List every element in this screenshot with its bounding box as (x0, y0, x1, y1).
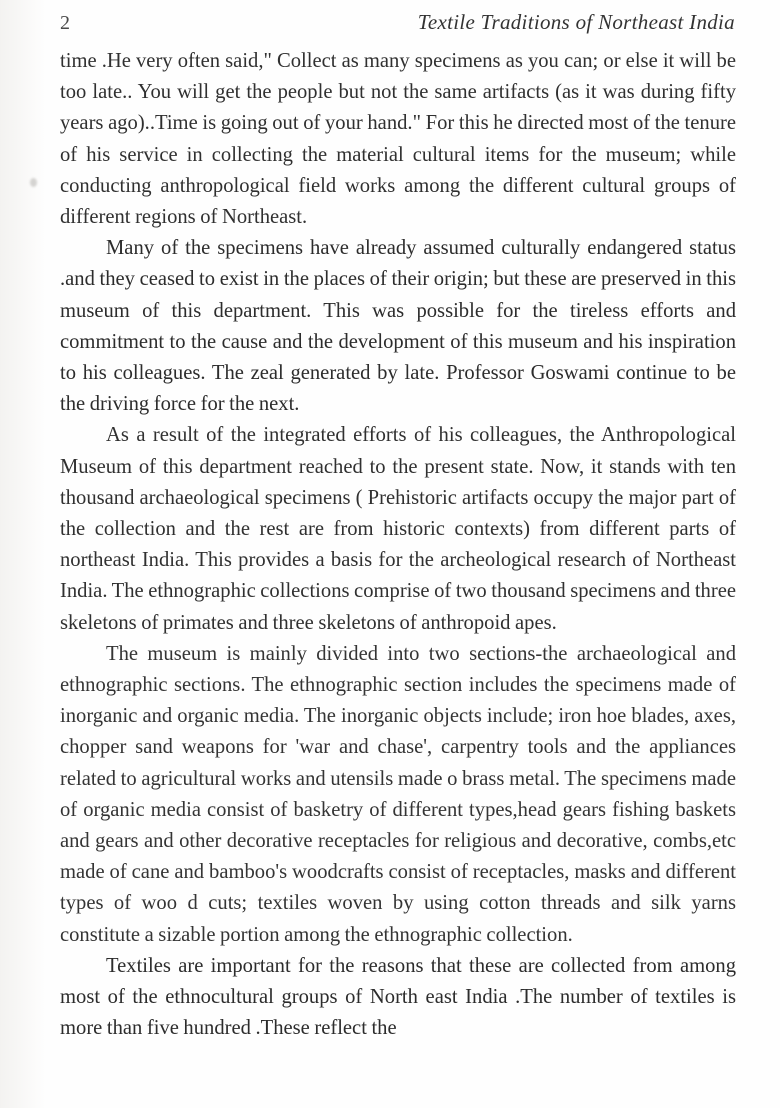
paragraph-endangered-specimens: Many of the specimens have already assumed culturally endangered status .and they ceased to exist in the places of their origin; but these are preserved in this museum of this department. This was possible for the tireless efforts and commitment to the cause and the development of this museum and his inspiration to his colleagues. The zeal generated by late. Professor Goswami continue to be the driving force for the next. (60, 237, 736, 416)
scan-gutter-shading (0, 0, 46, 1108)
paragraph-museum-sections: The museum is mainly divided into two sections-the archaeological and ethnographic sections. The ethnographic section includes the specimens made of inorganic and organic media. The inorganic objects include; iron hoe blades, axes, chopper sand weapons for 'war and chase', carpentry tools and the appliances related to agricultural works and utensils made o brass metal. The specimens made of organic media consist of basketry of different types,head gears fishing baskets and gears and other decorative receptacles for religious and decorative, combs,etc made of cane and bamboo's woodcrafts consist of receptacles, masks and different types of woo d cuts; textiles woven by using cotton threads and silk yarns constitute a sizable portion among the ethnographic collection. (60, 642, 736, 946)
paragraph-continued-quote: time .He very often said," Collect as many specimens as you can; or else it will be too late.. You will get the people but not the same artifacts (as it was during fifty years ago)..Time is going out of your hand." For this he directed most of the tenure of his service in collecting the material cultural items for the museum; while conducting anthropological field works among the different cultural groups of different regions of Northeast. (60, 50, 736, 229)
page-number: 2 (60, 12, 71, 34)
scan-artifact-speck (30, 178, 37, 187)
paragraph-textiles-importance: Textiles are important for the reasons that these are collected from among most of the ethnocultural groups of North east India .The number of textiles is more than five hundred .These reflect the (60, 954, 736, 1040)
paragraph-museum-collections: As a result of the integrated efforts of his colleagues, the Anthropological Museum of this department reached to the present state. Now, it stands with ten thousand archaeological specimens ( Prehistoric artifacts occupy the major part of the collection and the rest are from historic contexts) from different parts of northeast India. This provides a basis for the archeological research of Northeast India. The ethnographic collections comprise of two thousand specimens and three skeletons of primates and three skeletons of anthropoid apes. (60, 424, 736, 634)
body-text-block (60, 46, 736, 1045)
book-title-header: Textile Traditions of Northeast India (417, 10, 735, 34)
running-head (60, 10, 735, 42)
